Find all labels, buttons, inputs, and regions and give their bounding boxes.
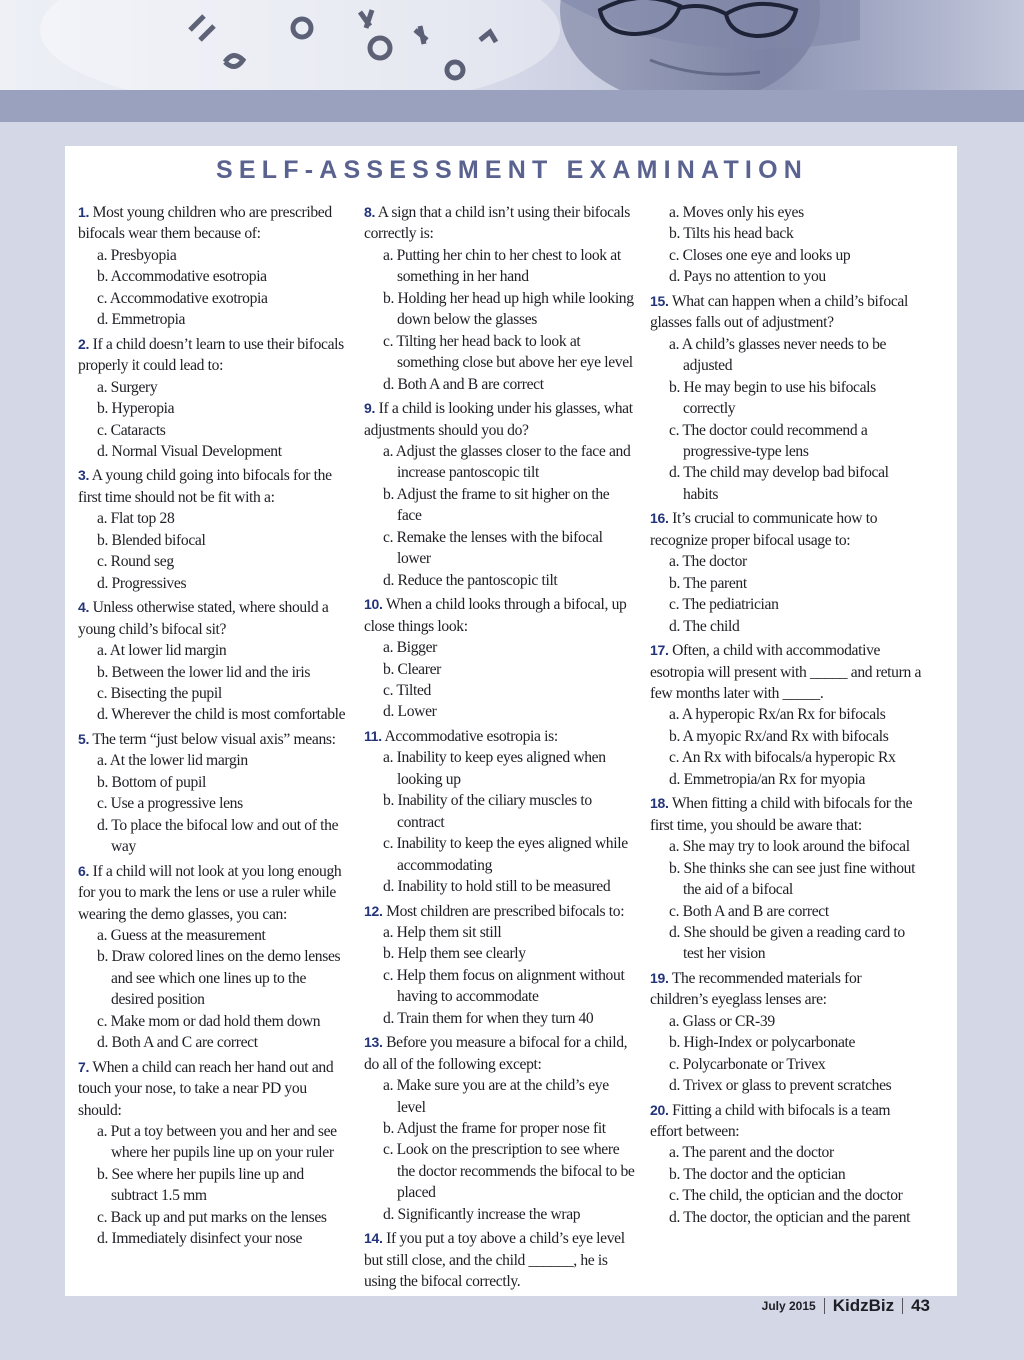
answer-option: b. Inability of the ciliary muscles to contract xyxy=(383,792,592,831)
question-stem: When a child looks through a bifocal, up close things look: xyxy=(364,596,627,635)
answer-option: c. Both A and B are correct xyxy=(669,902,829,920)
answer-option: b. Adjust the frame for proper nose fit xyxy=(383,1120,606,1138)
answer-option: c. Look on the prescription to see where the doctor recommends the bifocal to be placed xyxy=(383,1141,635,1202)
answer-option: c. An Rx with bifocals/a hyperopic Rx xyxy=(669,749,896,767)
answer-option: d. Pays no attention to you xyxy=(669,268,826,286)
answer-option: c. Accommodative exotropia xyxy=(97,289,268,307)
question-text xyxy=(650,291,922,334)
question-stem: A sign that a child isn’t using their bifocals correctly is: xyxy=(364,204,630,243)
question-text xyxy=(650,793,922,836)
question-stem: Unless otherwise stated, where should a young child’s bifocal sit? xyxy=(78,599,329,638)
answer-option: c. Closes one eye and looks up xyxy=(669,246,851,264)
answer-option: d. Lower xyxy=(383,703,437,721)
answer-option: b. A myopic Rx/and Rx with bifocals xyxy=(669,727,889,745)
answer-options xyxy=(78,245,350,331)
answer-option: a. Make sure you are at the child’s eye level xyxy=(383,1077,609,1116)
question-stem: When a child can reach her hand out and touch your nose, to take a near PD you should: xyxy=(78,1058,334,1119)
footer-divider xyxy=(824,1298,825,1314)
question-item xyxy=(364,1228,636,1292)
answer-options xyxy=(650,1011,922,1097)
question-stem: If you put a toy above a child’s eye level but still close, and the child ______, he is using the bifocal correctly. xyxy=(364,1230,625,1291)
question-number: 19. xyxy=(650,969,669,986)
question-item xyxy=(650,1100,922,1229)
answer-option: b. Adjust the frame to sit higher on the face xyxy=(383,485,610,525)
question-item xyxy=(364,202,636,395)
answer-option: d. Emmetropia xyxy=(97,311,186,329)
answer-options xyxy=(650,704,922,790)
answer-option: b. The doctor and the optician xyxy=(669,1165,846,1183)
question-item xyxy=(650,291,922,506)
question-text xyxy=(650,1100,922,1143)
page-number: 43 xyxy=(911,1296,930,1315)
answer-option: a. A child’s glasses never needs to be adjusted xyxy=(669,335,887,375)
question-number: 18. xyxy=(650,795,669,812)
question-number: 3. xyxy=(78,467,90,484)
question-text xyxy=(650,968,922,1011)
question-text xyxy=(364,594,636,637)
answer-option: c. Use a progressive lens xyxy=(97,795,243,813)
question-item xyxy=(650,508,922,637)
question-stem: A young child going into bifocals for the first time should not be fit with a: xyxy=(78,467,332,506)
answer-options xyxy=(364,245,636,395)
answer-option: c. Round seg xyxy=(97,553,174,571)
question-number: 10. xyxy=(364,596,383,613)
answer-options xyxy=(364,637,636,723)
answer-options xyxy=(650,1142,922,1228)
question-text xyxy=(650,640,922,704)
question-text xyxy=(364,1228,636,1292)
answer-option: b. Accommodative esotropia xyxy=(97,268,267,286)
answer-options xyxy=(650,334,922,506)
question-stem: It’s crucial to communicate how to recognize proper bifocal usage to: xyxy=(650,510,878,549)
answer-option: a. Adjust the glasses closer to the face and increase pantoscopic tilt xyxy=(383,442,631,482)
question-number: 1. xyxy=(78,204,90,220)
answer-option: a. Putting her chin to her chest to look at something in her hand xyxy=(383,246,621,286)
question-number: 12. xyxy=(364,902,383,919)
question-text xyxy=(78,1057,350,1121)
answer-option: d. Reduce the pantoscopic tilt xyxy=(383,571,558,589)
question-item xyxy=(650,640,922,790)
question-text xyxy=(78,597,350,640)
answer-option: b. Between the lower lid and the iris xyxy=(97,663,311,681)
issue-date: July 2015 xyxy=(761,1299,816,1313)
answer-option: b. Hyperopia xyxy=(97,400,175,418)
question-item xyxy=(650,202,922,288)
question-item xyxy=(364,726,636,898)
answer-option: a. A hyperopic Rx/an Rx for bifocals xyxy=(669,706,886,724)
question-item xyxy=(650,793,922,965)
answer-option: c. Remake the lenses with the bifocal lower xyxy=(383,528,603,568)
answer-option: d. Immediately disinfect your nose xyxy=(97,1230,303,1248)
question-text xyxy=(78,729,350,750)
question-stem: Fitting a child with bifocals is a team effort between: xyxy=(650,1101,891,1141)
answer-option: a. Glass or CR-39 xyxy=(669,1012,775,1030)
header-band xyxy=(0,90,1024,122)
question-text xyxy=(78,465,350,508)
answer-options xyxy=(78,925,350,1054)
question-stem: When fitting a child with bifocals for the first time, you should be aware that: xyxy=(650,795,913,834)
question-item xyxy=(78,334,350,463)
question-column-1 xyxy=(78,202,350,1253)
answer-option: a. Inability to keep eyes aligned when looking up xyxy=(383,749,606,788)
answer-option: d. To place the bifocal low and out of the way xyxy=(97,816,339,856)
answer-option: c. Help them focus on alignment without having to accommodate xyxy=(383,966,625,1006)
question-number: 15. xyxy=(650,292,669,309)
question-column-2 xyxy=(364,202,636,1296)
answer-options xyxy=(78,1121,350,1250)
question-text xyxy=(78,334,350,377)
answer-option: b. He may begin to use his bifocals correctly xyxy=(669,378,876,418)
answer-option: a. The parent and the doctor xyxy=(669,1144,834,1162)
question-item xyxy=(78,597,350,726)
question-text xyxy=(78,202,350,245)
question-item xyxy=(364,901,636,1030)
page-footer xyxy=(762,1296,930,1316)
header-photo xyxy=(0,0,1024,90)
answer-option: b. She thinks she can see just fine without the aid of a bifocal xyxy=(669,859,916,899)
question-item xyxy=(78,729,350,858)
question-item xyxy=(78,465,350,594)
answer-option: b. Tilts his head back xyxy=(669,225,794,243)
answer-option: c. The pediatrician xyxy=(669,596,779,614)
question-text xyxy=(650,508,922,551)
question-text xyxy=(78,861,350,925)
answer-option: a. Moves only his eyes xyxy=(669,204,804,221)
question-number: 4. xyxy=(78,599,90,616)
answer-option: b. Help them see clearly xyxy=(383,945,526,963)
answer-option: a. She may try to look around the bifocal xyxy=(669,838,910,856)
answer-option: c. Tilting her head back to look at something close but above her eye level xyxy=(383,332,633,372)
answer-option: c. Back up and put marks on the lenses xyxy=(97,1208,327,1226)
answer-option: d. The child xyxy=(669,617,740,635)
question-number: 7. xyxy=(78,1058,90,1075)
answer-options xyxy=(364,1075,636,1225)
question-stem: If a child doesn’t learn to use their bifocals properly it could lead to: xyxy=(78,335,344,375)
answer-options xyxy=(364,922,636,1029)
answer-option: b. Draw colored lines on the demo lenses and see which one lines up to the desired position xyxy=(97,948,341,1009)
answer-option: b. Clearer xyxy=(383,660,441,678)
answer-option: c. The child, the optician and the doctor xyxy=(669,1187,903,1205)
question-number: 13. xyxy=(364,1034,383,1051)
question-number: 6. xyxy=(78,862,90,879)
eye-chart-photo-image xyxy=(0,0,1024,90)
answer-options xyxy=(650,551,922,637)
answer-options xyxy=(650,202,922,288)
question-stem: Most children are prescribed bifocals to: xyxy=(386,902,625,920)
answer-option: d. Emmetropia/an Rx for myopia xyxy=(669,770,866,788)
answer-option: b. Holding her head up high while looking down below the glasses xyxy=(383,289,634,329)
answer-options xyxy=(78,377,350,463)
answer-options xyxy=(78,508,350,594)
question-number: 8. xyxy=(364,204,376,220)
question-text xyxy=(364,1032,636,1075)
answer-options xyxy=(78,640,350,726)
question-number: 9. xyxy=(364,400,376,417)
question-number: 16. xyxy=(650,510,669,527)
answer-option: d. She should be given a reading card to test her vision xyxy=(669,923,905,963)
question-number: 20. xyxy=(650,1101,669,1118)
question-text xyxy=(364,901,636,922)
answer-option: a. Help them sit still xyxy=(383,923,502,941)
question-column-3 xyxy=(650,202,922,1231)
answer-option: a. Guess at the measurement xyxy=(97,926,266,944)
question-item xyxy=(364,1032,636,1225)
answer-option: a. Put a toy between you and her and see where her pupils line up on your ruler xyxy=(97,1123,337,1162)
question-item xyxy=(78,202,350,331)
answer-option: c. Make mom or dad hold them down xyxy=(97,1012,321,1030)
answer-option: d. Normal Visual Development xyxy=(97,442,282,460)
question-stem: The term “just below visual axis” means: xyxy=(92,730,336,748)
answer-option: a. The doctor xyxy=(669,553,747,571)
question-number: 14. xyxy=(364,1230,383,1247)
answer-option: c. Tilted xyxy=(383,681,431,699)
answer-option: d. Progressives xyxy=(97,574,187,592)
answer-option: b. Bottom of pupil xyxy=(97,773,206,791)
footer-divider xyxy=(902,1298,903,1314)
answer-option: a. At lower lid margin xyxy=(97,642,227,660)
answer-option: b. See where her pupils line up and subtract 1.5 mm xyxy=(97,1165,304,1205)
question-item xyxy=(364,398,636,591)
answer-option: d. Train them for when they turn 40 xyxy=(383,1009,594,1027)
question-number: 17. xyxy=(650,642,669,659)
answer-option: a. At the lower lid margin xyxy=(97,752,248,770)
answer-option: a. Flat top 28 xyxy=(97,510,175,528)
question-number: 11. xyxy=(364,727,382,744)
answer-option: a. Presbyopia xyxy=(97,246,177,264)
answer-option: d. Both A and B are correct xyxy=(383,375,544,393)
question-text xyxy=(364,202,636,245)
answer-options xyxy=(364,747,636,897)
answer-option: a. Bigger xyxy=(383,639,438,657)
question-item xyxy=(78,1057,350,1250)
answer-options xyxy=(78,750,350,857)
question-stem: If a child will not look at you long enough for you to mark the lens or use a ruler while wearing the demo glasses, you can: xyxy=(78,862,342,923)
question-item xyxy=(78,861,350,1054)
answer-option: b. High-Index or polycarbonate xyxy=(669,1034,856,1052)
answer-options xyxy=(650,836,922,965)
answer-option: c. Cataracts xyxy=(97,421,166,439)
answer-options xyxy=(364,441,636,591)
question-item xyxy=(364,594,636,723)
question-stem: Before you measure a bifocal for a child, do all of the following except: xyxy=(364,1034,628,1073)
question-stem: The recommended materials for children’s eyeglass lenses are: xyxy=(650,969,862,1009)
answer-option: d. Wherever the child is most comfortable xyxy=(97,706,346,724)
question-text xyxy=(364,398,636,441)
question-stem: Often, a child with accommodative esotropia will present with _____ and return a few months later with _____. xyxy=(650,642,922,702)
answer-option: b. The parent xyxy=(669,574,747,592)
question-stem: Accommodative esotropia is: xyxy=(384,727,558,745)
question-number: 5. xyxy=(78,730,90,747)
answer-option: c. The doctor could recommend a progressive-type lens xyxy=(669,421,868,460)
question-stem: What can happen when a child’s bifocal glasses falls out of adjustment? xyxy=(650,292,908,332)
magazine-name: KidzBiz xyxy=(832,1296,895,1315)
answer-option: d. Significantly increase the wrap xyxy=(383,1205,581,1223)
question-text xyxy=(364,726,636,747)
answer-option: d. Trivex or glass to prevent scratches xyxy=(669,1077,892,1095)
answer-option: c. Bisecting the pupil xyxy=(97,684,222,702)
answer-option: d. The doctor, the optician and the parent xyxy=(669,1208,911,1226)
answer-option: c. Polycarbonate or Trivex xyxy=(669,1055,826,1073)
answer-option: a. Surgery xyxy=(97,378,158,396)
answer-option: d. The child may develop bad bifocal habits xyxy=(669,464,889,503)
question-stem: Most young children who are prescribed bifocals wear them because of: xyxy=(78,204,332,243)
answer-option: c. Inability to keep the eyes aligned while accommodating xyxy=(383,835,628,874)
question-stem: If a child is looking under his glasses, what adjustments should you do? xyxy=(364,400,633,439)
answer-option: d. Inability to hold still to be measured xyxy=(383,878,611,896)
answer-option: d. Both A and C are correct xyxy=(97,1034,258,1052)
question-number: 2. xyxy=(78,335,90,352)
answer-option: b. Blended bifocal xyxy=(97,531,206,549)
page-title: SELF-ASSESSMENT EXAMINATION xyxy=(216,156,808,184)
question-item xyxy=(650,968,922,1097)
